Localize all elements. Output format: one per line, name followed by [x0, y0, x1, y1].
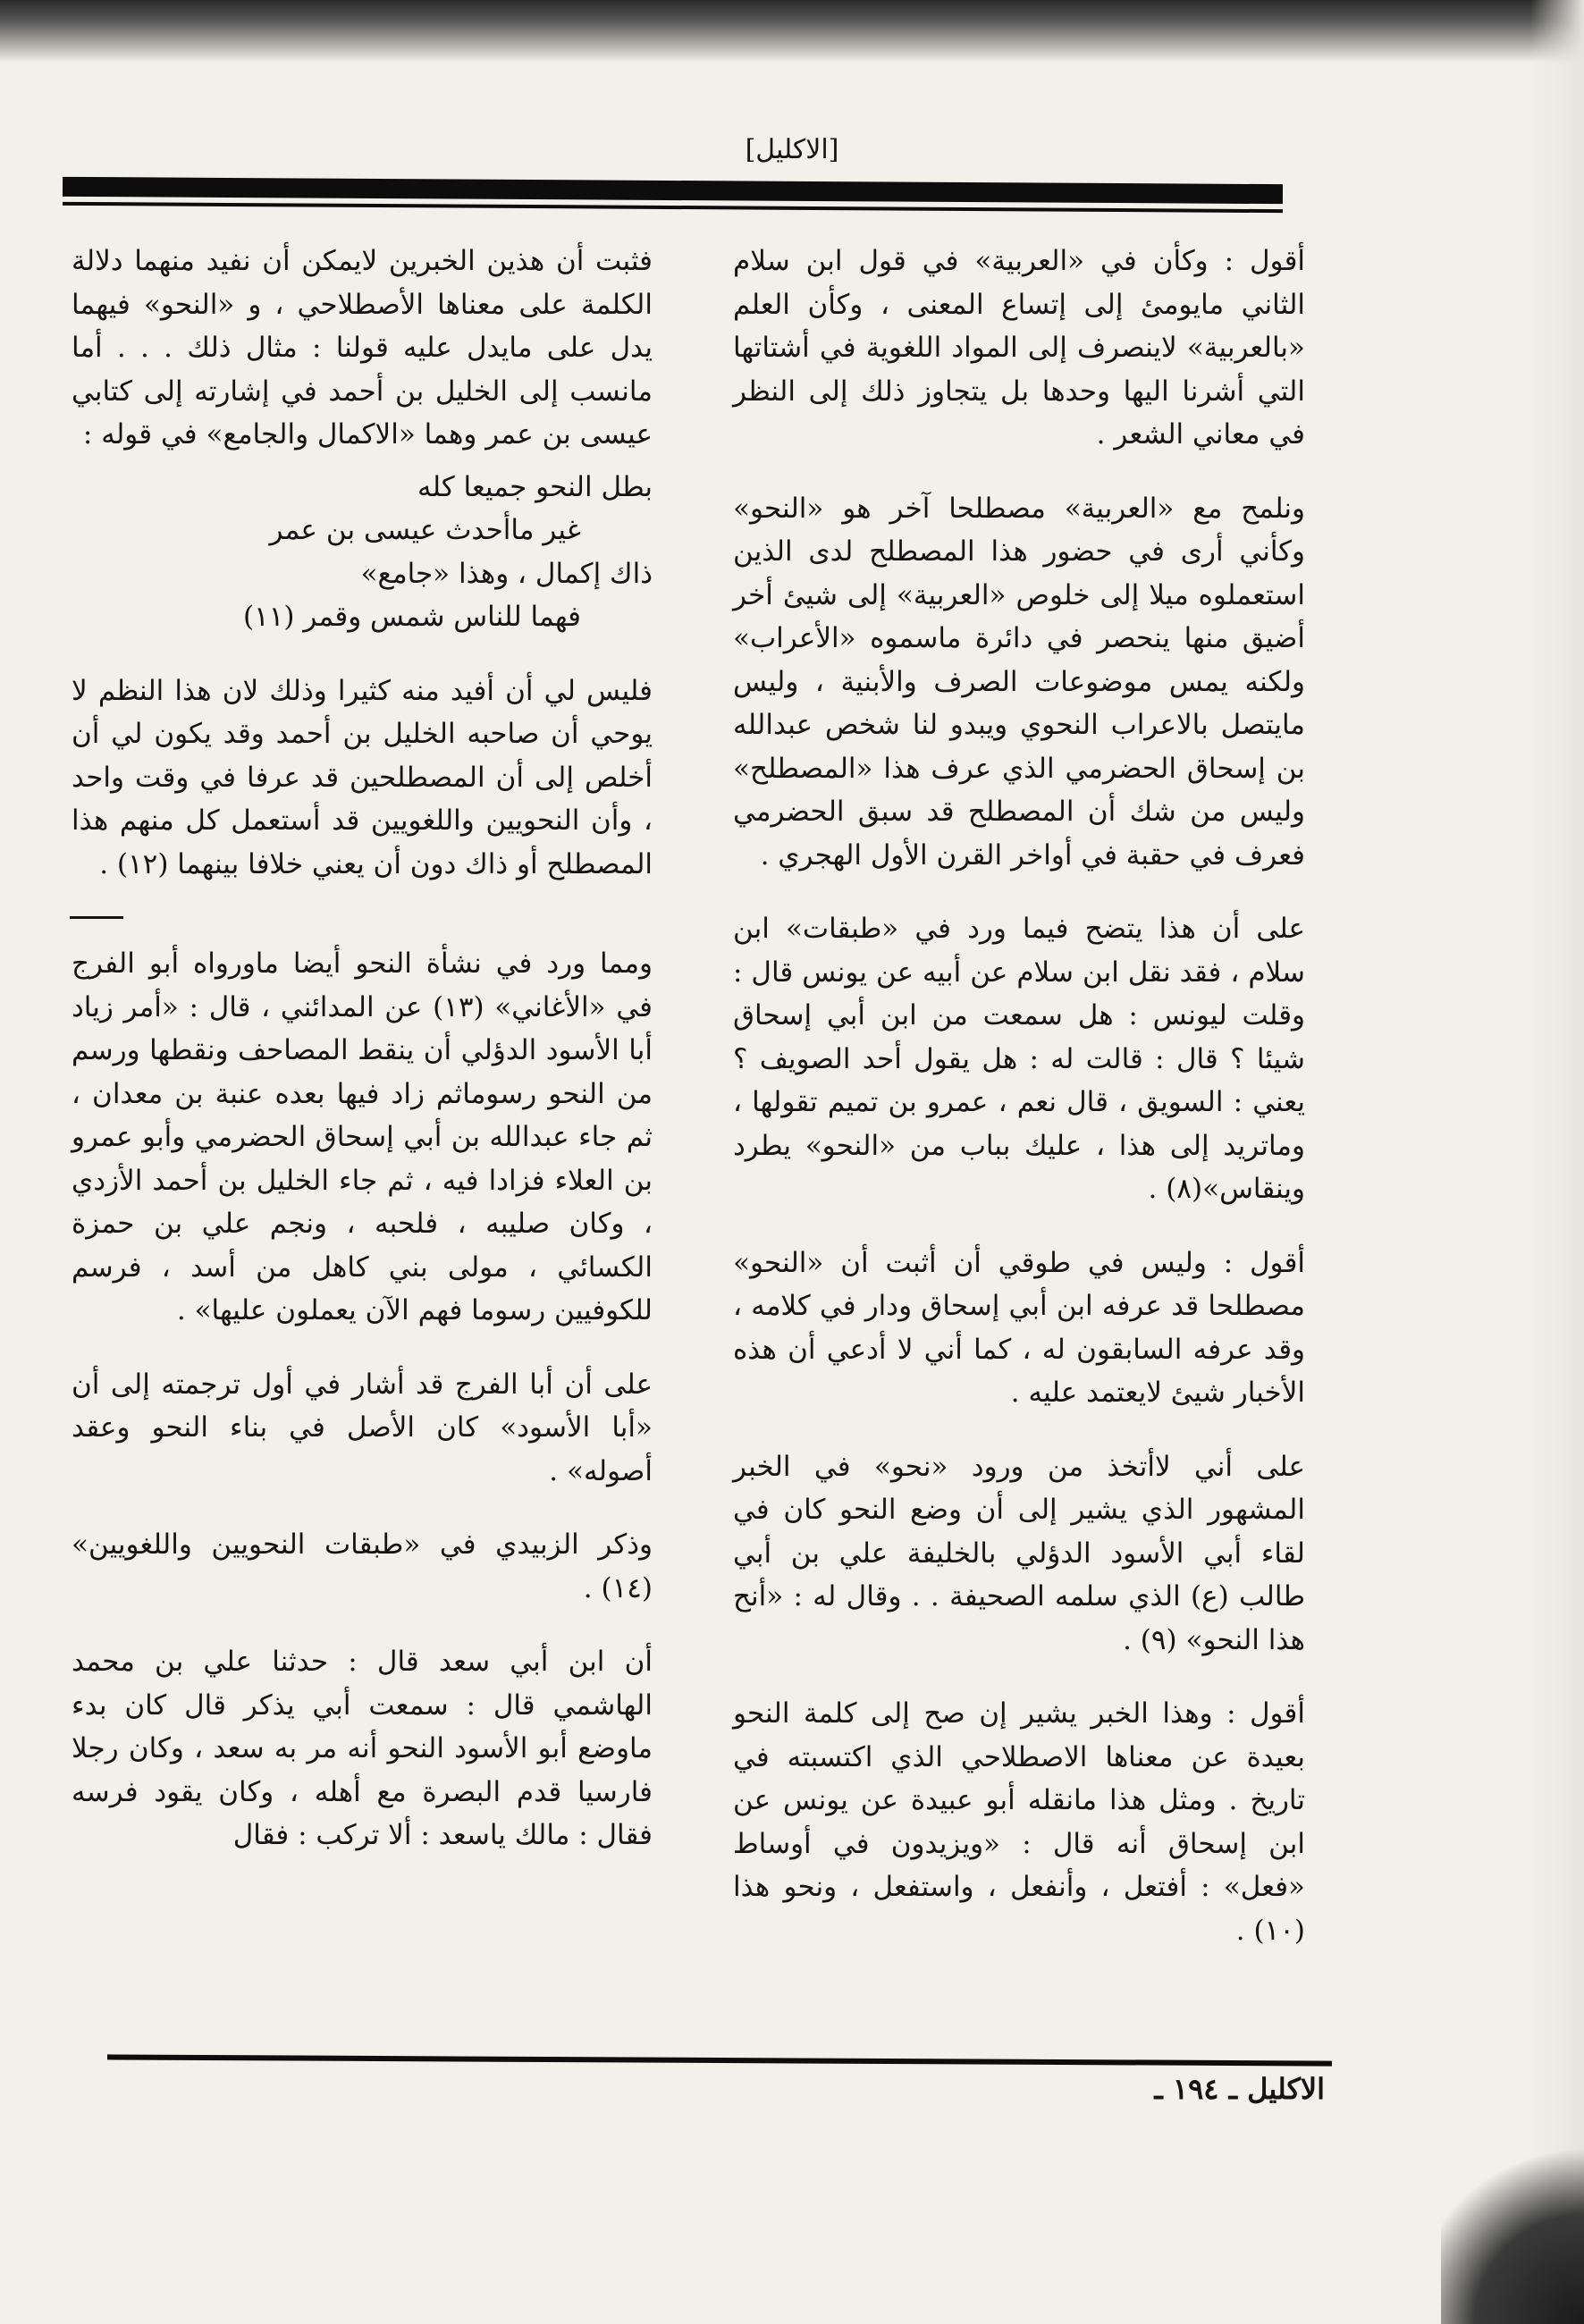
paragraph: أقول : وهذا الخبر يشير إن صح إلى كلمة النحو بعيدة عن معناها الاصطلاحي الذي اكتسبته في تاريخ . ومثل هذا مانقله أبو عبيدة عن يونس عن ابن إسحاق أنه قال : «ويزيدون في أوساط «فعل» : أفتعل ، وأنفعل ، واستفعل ، ونحو هذا (١٠) .: [733, 1697, 1305, 1947]
scan-corner-shadow: [1441, 2127, 1584, 2324]
paragraph: ونلمح مع «العربية» مصطلحا آخر هو «النحو» وكأني أرى في حضور هذا المصطلح لدى الذين استعملوه ميلا إلى خلوص «العربية» إلى شيئ أخر أضيق منها ينحصر في دائرة ماسموه «الأعراب» ولكنه يمس موضوعات الصرف والأبنية ، وليس مايتصل بالاعراب النحوي ويبدو لنا شخص عبدالله بن إسحاق الحضرمي الذي عرف هذا «المصطلح» وليس من شك أن المصطلح قد سبق الحضرمي فعرف في حقبة في أواخر القرن الأول الهجري .: [733, 492, 1305, 872]
running-header: [الاكليل]: [745, 134, 839, 165]
paragraph: على أن هذا يتضح فيما ورد في «طبقات» ابن سلام ، فقد نقل ابن سلام عن أبيه عن يونس قال : وقلت ليونس : هل سمعت من ابن أبي إسحاق شيئا ؟ قال : قالت له : هل يقول أحد الصويف ؟ يعني : السويق ، قال نعم ، عمرو بن تميم تقولها ، وماتريد إلى هذا ، عليك بباب من «النحو» يطرد وينقاس»(٨) .: [733, 913, 1305, 1205]
verse-line: بطل النحو جميعا كله: [417, 470, 653, 503]
paragraph: فليس لي أن أفيد منه كثيرا وذلك لان هذا النظم لا يوحي أن صاحبه الخليل بن أحمد وقد يكون لي أن أخلص إلى أن المصطلحين قد عرفا في وقت واحد ، وأن النحويين واللغويين قد أستعمل كل منهم هذا المصطلح أو ذاك دون أن يعني خلافا بينهما (١٢) .: [72, 674, 653, 880]
paragraph: على أني لاأتخذ من ورود «نحو» في الخبر المشهور الذي يشير إلى أن وضع النحو كان في لقاء أبي الأسود الدؤلي بالخليفة علي بن أبي طالب (ع) الذي سلمه الصحيفة . . وقال له : «أنح هذا النحو» (٩) .: [733, 1450, 1305, 1656]
scan-edge-right: [1530, 0, 1584, 2324]
paragraph: فثبت أن هذين الخبرين لايمكن أن نفيد منهما دلالة الكلمة على معناها الأصطلاحي ، و «النحو» فيهما يدل على مايدل عليه قولنا : مثال ذلك . . . أما مانسب إلى الخليل بن أحمد في إشارته إلى كتابي عيسى بن عمر وهما «الاكمال والجامع» في قوله :: [72, 245, 653, 450]
footer-rule: [107, 2054, 1332, 2066]
paragraph: على أن أبا الفرج قد أشار في أول ترجمته إلى أن «أبا الأسود» كان الأصل في بناء النحو وعقد أصوله» .: [72, 1368, 653, 1487]
header-rule: [63, 177, 1283, 204]
left-column: [72, 240, 653, 1888]
verse-line: ذاك إكمال ، وهذا «جامع»: [360, 557, 653, 590]
verse-line: فهما للناس شمس وقمر (١١): [243, 601, 581, 633]
header-rule-thin: [63, 202, 1283, 213]
paragraph: وذكر الزبيدي في «طبقات النحويين واللغويين» (١٤) .: [72, 1528, 653, 1604]
scan-edge-top: [0, 0, 1584, 63]
section-dash: [70, 916, 123, 919]
paragraph: أقول : وكأن في «العربية» في قول ابن سلام الثاني مايومئ إلى إتساع المعنى ، وكأن العلم «بالعربية» لاينصرف إلى المواد اللغوية في أشتاتها التي أشرنا اليها وحدها بل يتجاوز ذلك إلى النظر في معاني الشعر .: [733, 245, 1305, 450]
paragraph: ومما ورد في نشأة النحو أيضا ماورواه أبو الفرج في «الأغاني» (١٣) عن المدائني ، قال : «أمر زياد أبا الأسود الدؤلي أن ينقط المصاحف ونقطها ورسم من النحو رسوماثم زاد فيها بعده عنبة بن معدان ، ثم جاء عبدالله بن أبي إسحاق الحضرمي وأبو عمرو بن العلاء فزادا فيه ، ثم جاء الخليل بن أحمد الأزدي ، وكان صليبه ، فلحبه ، ونجم علي بن حمزة الكسائي ، مولى بني كاهل من أسد ، فرسم للكوفيين رسوما فهم الآن يعملون عليها» .: [72, 947, 653, 1326]
right-column: [733, 240, 1305, 1983]
paragraph: أن ابن أبي سعد قال : حدثنا علي بن محمد الهاشمي قال : سمعت أبي يذكر قال كان بدء ماوضع أبو الأسود النحو أنه مر به سعد ، وكان رجلا فارسيا قدم البصرة مع أهله ، وكان يقود فرسه فقال : مالك ياسعد : ألا تركب : فقال: [72, 1646, 653, 1851]
page-footer: الاكليل ـ ١٩٤ ـ: [1154, 2072, 1325, 2106]
verse-line: غير ماأحدث عيسى بن عمر: [269, 514, 581, 546]
paragraph: أقول : وليس في طوقي أن أثبت أن «النحو» مصطلحا قد عرفه ابن أبي إسحاق ودار في كلامه ، وقد عرفه السابقون له ، كما أني لا أدعي أن هذه الأخبار شيئ لايعتمد عليه .: [733, 1246, 1305, 1409]
